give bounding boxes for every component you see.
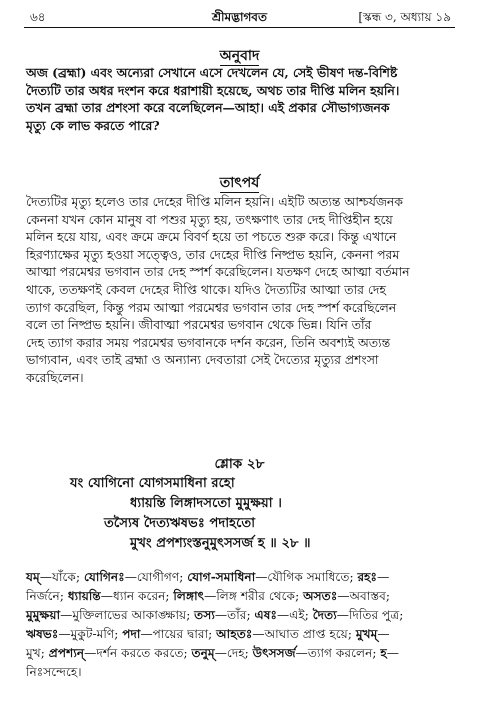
purport-line: বলে তা নিষ্প্রভ হয়নি। জীবাত্মা পরমেশ্বর ভগবান থেকে ভিন্ন। যিনি তাঁর	[26, 317, 372, 333]
synonym-word: যম্	[26, 570, 40, 584]
book-title: শ্রীমদ্ভাগবত	[211, 10, 267, 24]
verse-line: ধ্যায়ন্তি লিঙ্গাদসতো মুমুক্ষয়া ।	[130, 496, 282, 511]
purport-line: ত্যাগ করেছিল, কিন্তু পরম আত্মা পরমেশ্বর ভগবান তার দেহ স্পর্শ করেছিলেন	[26, 299, 397, 315]
synonym-meaning: —	[377, 570, 390, 584]
purport-line: হিরণ্যাক্ষের মৃত্যু হওয়া সত্ত্বেও, তার দেহের দীপ্তি নিষ্প্রভ হয়নি, কেননা পরম	[26, 246, 400, 262]
translation-line: দৈত্যটি তার অধর দংশন করে ধরাশায়ী হয়েছে, অথচ তার দীপ্তি মলিন হয়নি।	[26, 82, 400, 98]
synonym-meaning: —অবাস্তব;	[337, 589, 391, 603]
translation-heading: অনুবাদ	[219, 48, 260, 64]
synonym-meaning: নিঃসন্দেহে।	[26, 665, 82, 679]
synonym-word: তস্য	[194, 608, 215, 622]
verse-line: যং যোগিনো যোগসমাধিনা রহো	[70, 476, 235, 491]
synonym-word: উৎসসর্জ	[252, 646, 296, 660]
synonym-line	[26, 625, 453, 644]
page-header	[26, 6, 453, 28]
translation-line: অজ (ব্রহ্মা) এবং অন্যেরা সেখানে এসে দেখলেন যে, সেই ভীষণ দন্ত-বিশিষ্ট	[26, 65, 398, 80]
synonym-meaning: —ত্যাগ করলেন;	[295, 646, 381, 660]
section-reference: [স্কন্ধ ৩, অধ্যায় ১৯	[358, 10, 451, 24]
synonym-word: এষঃ	[254, 608, 277, 622]
synonym-word: হ	[380, 646, 387, 660]
translation-text	[26, 64, 453, 134]
synonym-meaning: —	[386, 646, 399, 660]
synonym-meaning: —এই;	[276, 608, 313, 622]
synonym-meaning: —	[377, 627, 390, 641]
synonym-meaning: —যাঁকে;	[39, 570, 84, 584]
synonym-line	[26, 644, 453, 663]
purport-line: থাকে, ততক্ষণই কেবল দেহের দীপ্তি থাকে। যদিও দৈত্যটির আত্মা তার দেহ	[26, 281, 386, 297]
purport-line: ভাগ্যবান, এবং তাই ব্রহ্মা ও অন্যান্য দেবতারা সেই দৈত্যের মৃত্যুর প্রশংসা	[26, 352, 379, 368]
header-rule	[24, 27, 455, 28]
translation-line: মৃত্যু কে লাভ করতে পারে?	[26, 117, 160, 133]
synonym-meaning: —দর্শন করতে করতে;	[84, 646, 192, 660]
translation-line: তখন ব্রহ্মা তার প্রশংসা করে বলেছিলেন—আহা। এই প্রকার সৌভাগ্যজনক	[26, 100, 390, 116]
synonym-line	[26, 663, 453, 682]
purport-line: করেছিলেন।	[26, 369, 84, 385]
synonym-meaning: —মুকুট-মণি;	[58, 627, 123, 641]
synonym-word: দৈত্য	[312, 608, 337, 622]
synonym-word: প্রপশ্যন্	[48, 646, 85, 660]
synonym-meaning: —দেহ;	[214, 646, 253, 660]
synonym-word: আহতঃ	[216, 627, 253, 641]
synonym-word: মুখম্	[355, 627, 378, 641]
synonym-meaning: —যোগীগণ;	[124, 570, 188, 584]
synonym-meaning: —লিঙ্গ শরীর থেকে;	[204, 589, 304, 603]
purport-heading: তাৎপর্য	[219, 175, 260, 191]
synonym-line	[26, 606, 453, 625]
purport-line: কেননা যখন কোন মানুষ বা পশুর মৃত্যু হয়, তৎক্ষণাৎ তার দেহ দীপ্তিহীন হয়ে	[26, 211, 393, 227]
purport-line: দেহ ত্যাগ করার সময় পরমেশ্বর ভগবানকে দর্শন করেন, তিনি অবশ্যই অত্যন্ত	[26, 334, 391, 350]
synonym-meaning: —পায়ের দ্বারা;	[140, 627, 217, 641]
verse-heading: শ্লোক ২৮	[214, 456, 265, 472]
synonyms-text	[26, 568, 453, 682]
purport-line: আত্মা পরমেশ্বর ভগবান তার দেহ স্পর্শ করেছিলেন। যতক্ষণ দেহে আত্মা বর্তমান	[26, 264, 410, 280]
purport-line: দৈত্যটির মৃত্যু হলেও তার দেহের দীপ্তি মলিন হয়নি। এইটি অত্যন্ত আশ্চর্যজনক	[26, 194, 403, 209]
synonym-word: যোগ-সমাধিনা	[187, 570, 256, 584]
synonym-word: অসতঃ	[303, 589, 338, 603]
synonym-word: ধ্যায়ন্তি	[67, 589, 101, 603]
synonym-word: ঋষভঃ	[26, 627, 59, 641]
synonym-line	[26, 587, 453, 606]
synonym-meaning: —আঘাত প্রাপ্ত হয়ে;	[252, 627, 356, 641]
synonym-word: রহঃ	[357, 570, 378, 584]
synonym-line	[26, 568, 453, 587]
synonym-meaning: নির্জনে;	[26, 589, 68, 603]
page-number: ৬৪	[30, 10, 46, 24]
verse-text	[26, 474, 453, 554]
synonym-meaning: —যৌগিক সমাধিতে;	[255, 570, 358, 584]
synonym-word: যোগিনঃ	[83, 570, 125, 584]
synonym-word: তনুম্	[191, 646, 215, 660]
verse-line: মুখং প্রপশ্যংস্তনুমুৎসসর্জ হ ॥ ২৮ ॥	[130, 536, 311, 551]
synonym-meaning: —মুক্তিলাভের আকাঙ্ক্ষায়;	[60, 608, 195, 622]
synonym-word: লিঙ্গাৎ	[173, 589, 205, 603]
verse-line: তস্যৈষ দৈত্যঋষভঃ পদাহতো	[104, 516, 256, 531]
synonym-word: পদা	[122, 627, 141, 641]
synonym-meaning: —ধ্যান করেন;	[100, 589, 174, 603]
synonym-meaning: —দিতির পুত্র;	[336, 608, 404, 622]
purport-line: মলিন হয়ে যায়, এবং ক্রমে ক্রমে বিবর্ণ হয়ে তা পচতে শুরু করে। কিন্তু এখানে	[26, 229, 397, 245]
synonym-meaning: —তাঁর;	[214, 608, 255, 622]
synonym-meaning: মুখ;	[26, 646, 49, 660]
purport-text	[26, 193, 453, 387]
synonym-word: মুমুক্ষয়া	[26, 608, 61, 622]
